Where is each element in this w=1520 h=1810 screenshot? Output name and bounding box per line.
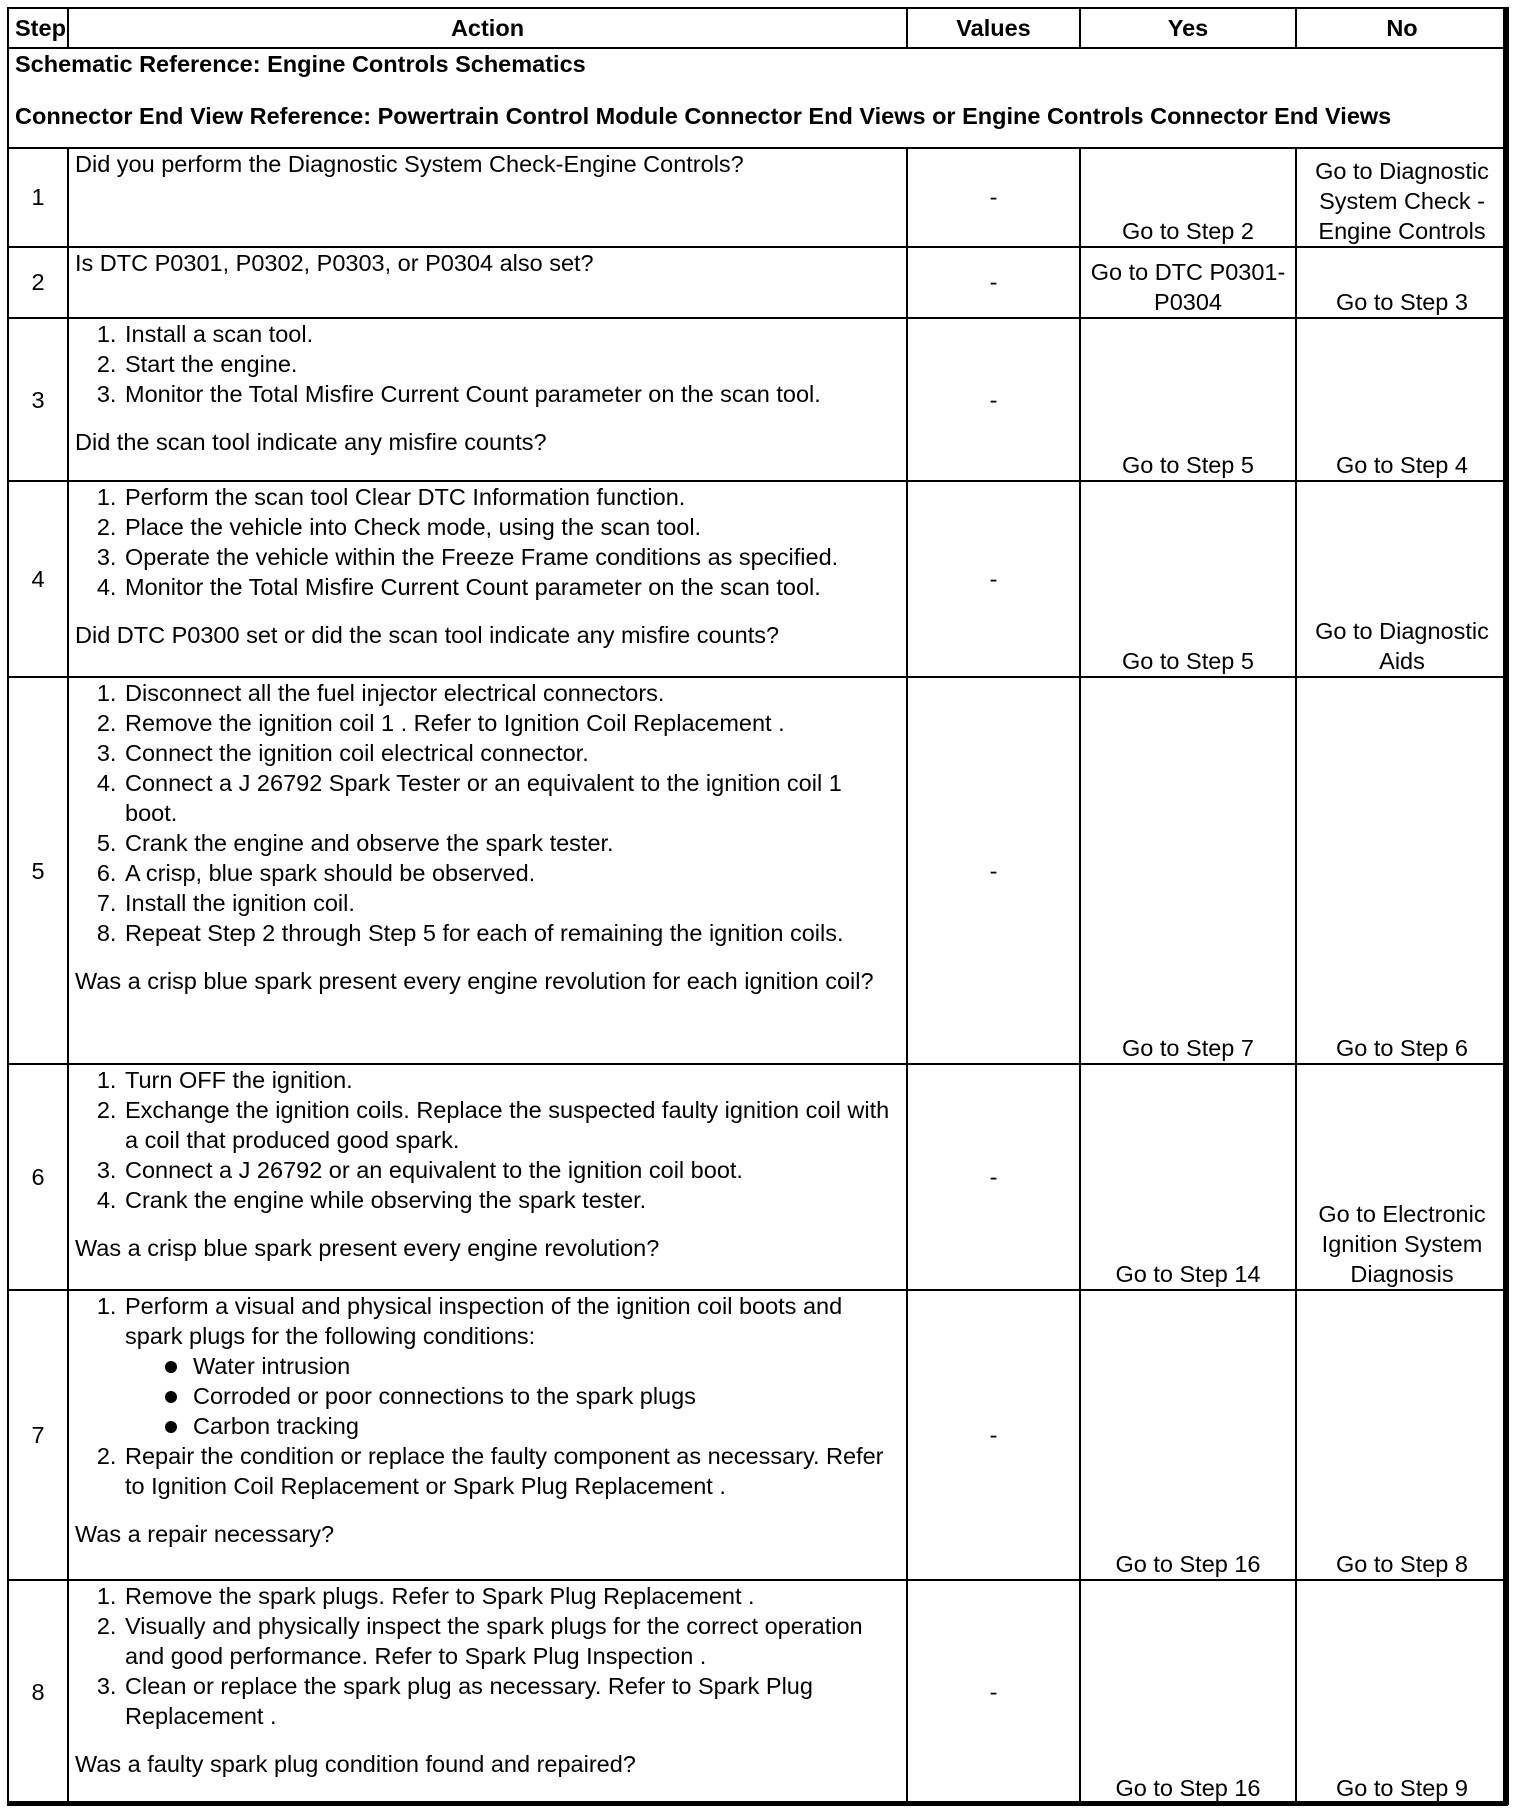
values-cell: - [907,1580,1080,1804]
action-cell [68,148,907,246]
yes-cell: Go to DTC P0301-P0304 [1080,247,1296,318]
action-step-item: 8. Repeat Step 2 through Step 5 for each of remaining the ignition coils. [123,918,900,948]
action-step-item: 3. Connect a J 26792 or an equivalent to the ignition coil boot. [123,1155,900,1185]
action-question: Is DTC P0301, P0302, P0303, or P0304 also set? [75,249,594,276]
action-question: Did you perform the Diagnostic System Check-Engine Controls? [75,151,744,178]
yes-cell: Go to Step 16 [1080,1290,1296,1580]
action-step-item: 3. Monitor the Total Misfire Current Count parameter on the scan tool. [123,379,900,409]
action-step-item: 4. Crank the engine while observing the spark tester. [123,1185,900,1215]
values-cell: - [907,148,1080,246]
table-row [8,481,1508,677]
table-row [8,1064,1508,1290]
action-step-item: 4. Monitor the Total Misfire Current Count parameter on the scan tool. [123,572,900,602]
action-step-item: 6. A crisp, blue spark should be observed. [123,858,900,888]
header-values: Values [907,8,1080,48]
no-cell: Go to Diagnostic Aids [1296,481,1508,677]
action-steps-list [75,1581,900,1731]
action-question: Was a crisp blue spark present every engine revolution for each ignition coil? [75,968,874,995]
action-step-item: 2. Exchange the ignition coils. Replace the suspected faulty ignition coil with a coil that produced good spark. [123,1095,900,1155]
table-row [8,318,1508,482]
action-cell [68,1064,907,1290]
action-steps-list [75,678,900,948]
values-cell: - [907,677,1080,1064]
values-cell: - [907,247,1080,318]
action-step-item: 5. Crank the engine and observe the spark tester. [123,828,900,858]
action-step-item: 2. Start the engine. [123,349,900,379]
step-number: 8 [8,1580,68,1804]
header-yes: Yes [1080,8,1296,48]
action-step-text: Perform a visual and physical inspection of the ignition coil boots and spark plugs for the following conditions: [125,1293,843,1350]
yes-cell: Go to Step 5 [1080,318,1296,482]
condition-bullet-item: Water intrusion [165,1351,900,1381]
action-steps-list [75,1065,900,1215]
table-row [8,148,1508,246]
values-cell: - [907,318,1080,482]
action-steps-list [75,319,900,409]
action-step-item: 1. Disconnect all the fuel injector electrical connectors. [123,678,900,708]
table-row [8,1580,1508,1804]
yes-cell: Go to Step 14 [1080,1064,1296,1290]
action-question: Did the scan tool indicate any misfire counts? [75,428,547,455]
no-cell: Go to Electronic Ignition System Diagnosis [1296,1064,1508,1290]
header-step: Step [8,8,68,48]
yes-cell: Go to Step 7 [1080,677,1296,1064]
yes-cell: Go to Step 2 [1080,148,1296,246]
action-step-item: 2. Repair the condition or replace the faulty component as necessary. Refer to Ignition Coil Replacement or Spark Plug Replacement . [123,1441,900,1501]
step-number: 6 [8,1064,68,1290]
values-cell: - [907,1290,1080,1580]
action-cell [68,1580,907,1804]
values-cell: - [907,1064,1080,1290]
schematic-reference: Schematic Reference: Engine Controls Schematics [15,51,586,77]
no-cell: Go to Step 4 [1296,318,1508,482]
no-cell: Go to Step 9 [1296,1580,1508,1804]
diagnostic-table [7,7,1509,1805]
header-action: Action [68,8,907,48]
action-step-item: 3. Clean or replace the spark plug as necessary. Refer to Spark Plug Replacement . [123,1671,900,1731]
action-steps-list [75,1291,900,1501]
condition-bullet-list [125,1351,900,1441]
step-number: 5 [8,677,68,1064]
action-question: Was a crisp blue spark present every engine revolution? [75,1235,660,1262]
action-question: Was a faulty spark plug condition found and repaired? [75,1751,636,1778]
table-row [8,1290,1508,1580]
step-number: 2 [8,247,68,318]
step-number: 1 [8,148,68,246]
action-step-item: 3. Connect the ignition coil electrical connector. [123,738,900,768]
action-steps-list [75,482,900,602]
action-step-item: 1. Remove the spark plugs. Refer to Spark Plug Replacement . [123,1581,900,1611]
table-row [8,677,1508,1064]
condition-bullet-item: Corroded or poor connections to the spark plugs [165,1381,900,1411]
reference-cell [8,48,1508,148]
action-cell [68,247,907,318]
step-number: 4 [8,481,68,677]
action-step-item: 2. Place the vehicle into Check mode, using the scan tool. [123,512,900,542]
action-step-item: 1. Perform the scan tool Clear DTC Information function. [123,482,900,512]
condition-bullet-item: Carbon tracking [165,1411,900,1441]
no-cell: Go to Step 3 [1296,247,1508,318]
yes-cell: Go to Step 16 [1080,1580,1296,1804]
action-step-item: 7. Install the ignition coil. [123,888,900,918]
action-step-item: 3. Operate the vehicle within the Freeze Frame conditions as specified. [123,542,900,572]
table-row [8,247,1508,318]
action-cell [68,677,907,1064]
action-question: Did DTC P0300 set or did the scan tool indicate any misfire counts? [75,622,780,649]
action-cell [68,1290,907,1580]
reference-row [8,48,1508,148]
action-step-item: 1. Turn OFF the ignition. [123,1065,900,1095]
action-cell [68,318,907,482]
table-header-row [8,8,1508,48]
no-cell: Go to Diagnostic System Check - Engine Controls [1296,148,1508,246]
step-number: 7 [8,1290,68,1580]
action-step-item: 1. Install a scan tool. [123,319,900,349]
no-cell: Go to Step 6 [1296,677,1508,1064]
action-question: Was a repair necessary? [75,1521,335,1548]
action-step-item: 4. Connect a J 26792 Spark Tester or an equivalent to the ignition coil 1 boot. [123,768,900,828]
action-step-item: 2. Visually and physically inspect the spark plugs for the correct operation and good performance. Refer to Spark Plug Inspection . [123,1611,900,1671]
no-cell: Go to Step 8 [1296,1290,1508,1580]
connector-reference: Connector End View Reference: Powertrain Control Module Connector End Views or Engine Controls Connector End Views [15,103,1392,129]
action-step-item: 2. Remove the ignition coil 1 . Refer to Ignition Coil Replacement . [123,708,900,738]
values-cell: - [907,481,1080,677]
action-step-item [123,1291,900,1441]
action-cell [68,481,907,677]
header-no: No [1296,8,1508,48]
step-number: 3 [8,318,68,482]
yes-cell: Go to Step 5 [1080,481,1296,677]
